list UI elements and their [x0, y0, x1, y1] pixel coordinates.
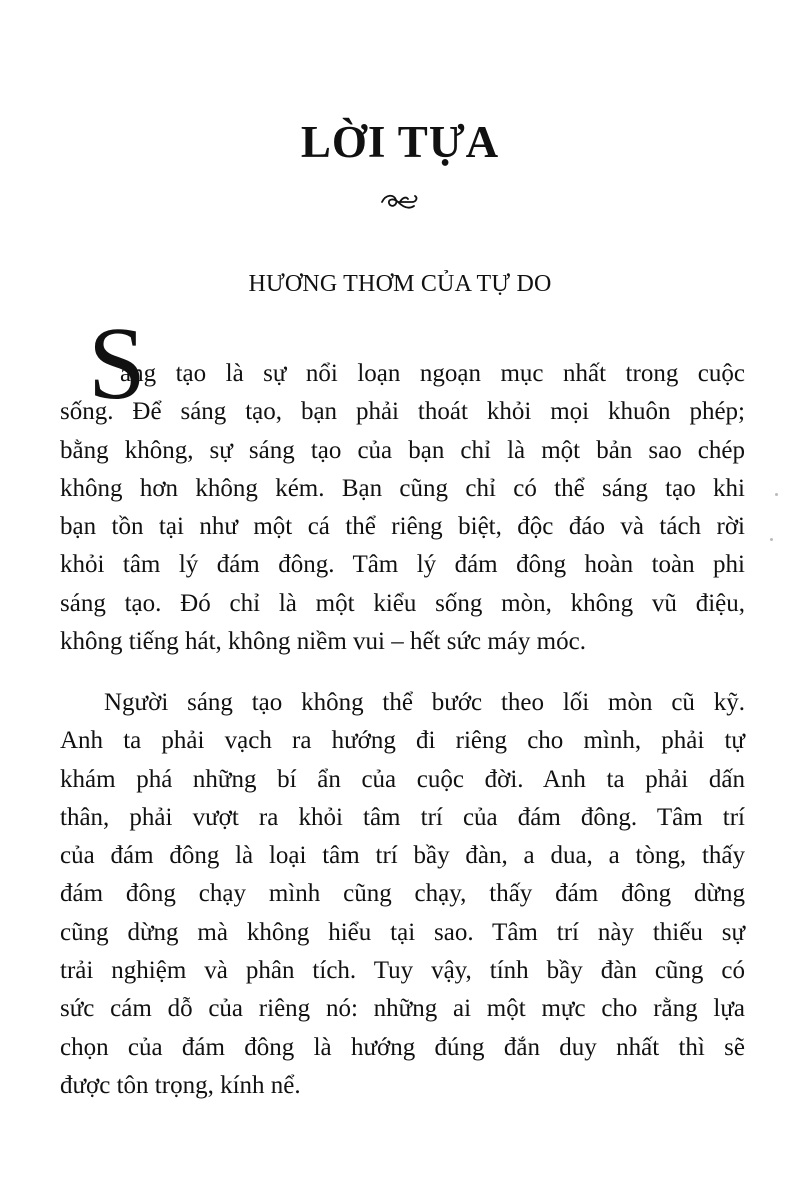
paragraph-line: trải nghiệm và phân tích. Tuy vậy, tính bầy đàn cũng có — [60, 957, 745, 985]
paragraph-line: cũng dừng mà không hiểu tại sao. Tâm trí này thiếu sự — [60, 918, 745, 946]
scan-speck — [770, 538, 773, 541]
paragraph-line: không tiếng hát, không niềm vui – hết sức máy móc. — [60, 628, 586, 656]
scan-speck — [775, 493, 778, 496]
paragraph-line: khám phá những bí ẩn của cuộc đời. Anh ta phải dấn — [60, 765, 745, 793]
paragraph-line: bạn tồn tại như một cá thể riêng biệt, độc đáo và tách rời — [60, 513, 745, 541]
drop-cap: S — [88, 306, 146, 421]
paragraph-line: sáng tạo. Đó chỉ là một kiểu sống mòn, không vũ điệu, — [60, 589, 745, 617]
paragraph-1 — [60, 355, 745, 661]
paragraph-2 — [60, 684, 745, 1105]
paragraph-line: khỏi tâm lý đám đông. Tâm lý đám đông hoàn toàn phi — [60, 551, 745, 579]
paragraph-line: Người sáng tạo không thể bước theo lối mòn cũ kỹ. — [104, 689, 745, 716]
flourish-ornament — [378, 188, 422, 216]
paragraph-line: chọn của đám đông là hướng đúng đắn duy nhất thì sẽ — [60, 1033, 745, 1061]
paragraph-line: bằng không, sự sáng tạo của bạn chỉ là một bản sao chép — [60, 436, 745, 464]
section-subtitle: HƯƠNG THƠM CỦA TỰ DO — [248, 271, 552, 297]
paragraph-line: sức cám dỗ của riêng nó: những ai một mực cho rằng lựa — [60, 995, 745, 1023]
paragraph-line: sống. Để sáng tạo, bạn phải thoát khỏi mọi khuôn phép; — [60, 398, 745, 426]
paragraph-line: thân, phải vượt ra khỏi tâm trí của đám đông. Tâm trí — [60, 803, 745, 831]
page-title: LỜI TỰA — [300, 117, 500, 167]
paragraph-line: áng tạo là sự nổi loạn ngoạn mục nhất trong cuộc — [120, 360, 745, 387]
paragraph-line: không hơn không kém. Bạn cũng chỉ có thể sáng tạo khi — [60, 474, 745, 502]
paragraph-line: của đám đông là loại tâm trí bầy đàn, a dua, a tòng, thấy — [60, 842, 745, 870]
paragraph-line: được tôn trọng, kính nể. — [60, 1071, 301, 1099]
paragraph-line: Anh ta phải vạch ra hướng đi riêng cho mình, phải tự — [60, 727, 745, 755]
paragraph-line: đám đông chạy mình cũng chạy, thấy đám đông dừng — [60, 880, 745, 908]
